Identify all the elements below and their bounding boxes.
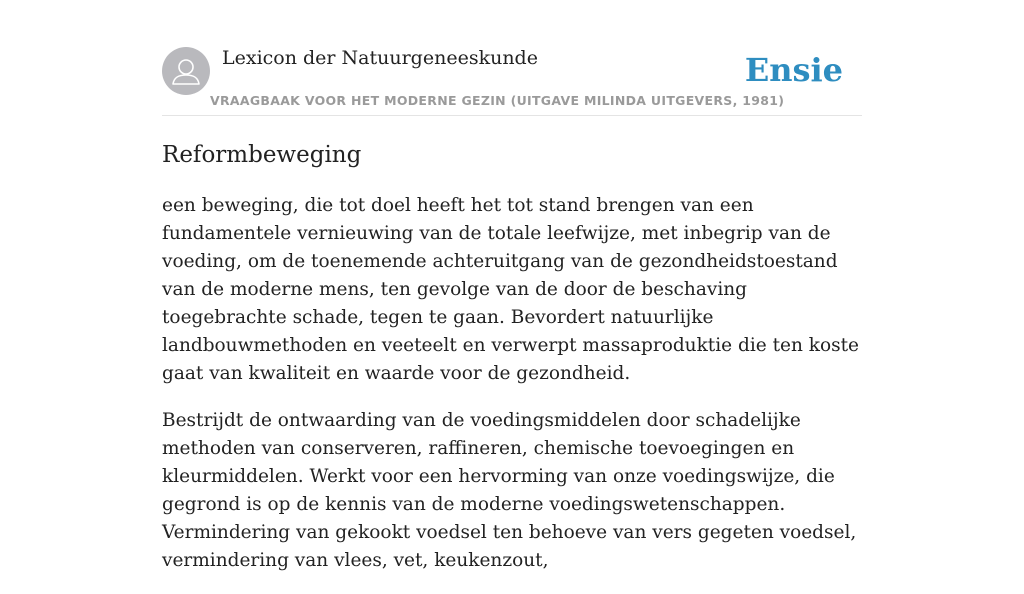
book-title[interactable]: Lexicon der Natuurgeneeskunde: [222, 47, 538, 69]
avatar[interactable]: [162, 47, 210, 95]
brand-logo[interactable]: Ensie: [744, 51, 843, 89]
user-silhouette-icon: [162, 47, 210, 95]
book-subtitle: VRAAGBAAK VOOR HET MODERNE GEZIN (UITGAVE MILINDA UITGEVERS, 1981): [210, 93, 785, 108]
entry-title: Reformbeweging: [162, 142, 362, 168]
paragraph: Bestrijdt de ontwaarding van de voedingsmiddelen door schadelijke methoden van conserveren, raffineren, chemische toevoegingen en kleurmiddelen. Werkt voor een hervorming van onze voedingswijze, die gegrond is op de kennis van de moderne voedingswetenschappen. Vermindering van gekookt voedsel ten behoeve van vers gegeten voedsel, vermindering van vlees, vet, keukenzout,: [162, 410, 857, 571]
entry-content: [162, 192, 862, 594]
site-header: [162, 0, 862, 116]
paragraph: een beweging, die tot doel heeft het tot stand brengen van een fundamentele vernieuwing van de totale leefwijze, met inbegrip van de voeding, om de toenemende achteruitgang van de gezondheidstoestand van de moderne mens, ten gevolge van de door de beschaving toegebrachte schade, tegen te gaan. Bevordert natuurlijke landbouwmethoden en veeteelt en verwerpt massaproduktie die ten koste gaat van kwaliteit en waarde voor de gezondheid.: [162, 195, 859, 384]
